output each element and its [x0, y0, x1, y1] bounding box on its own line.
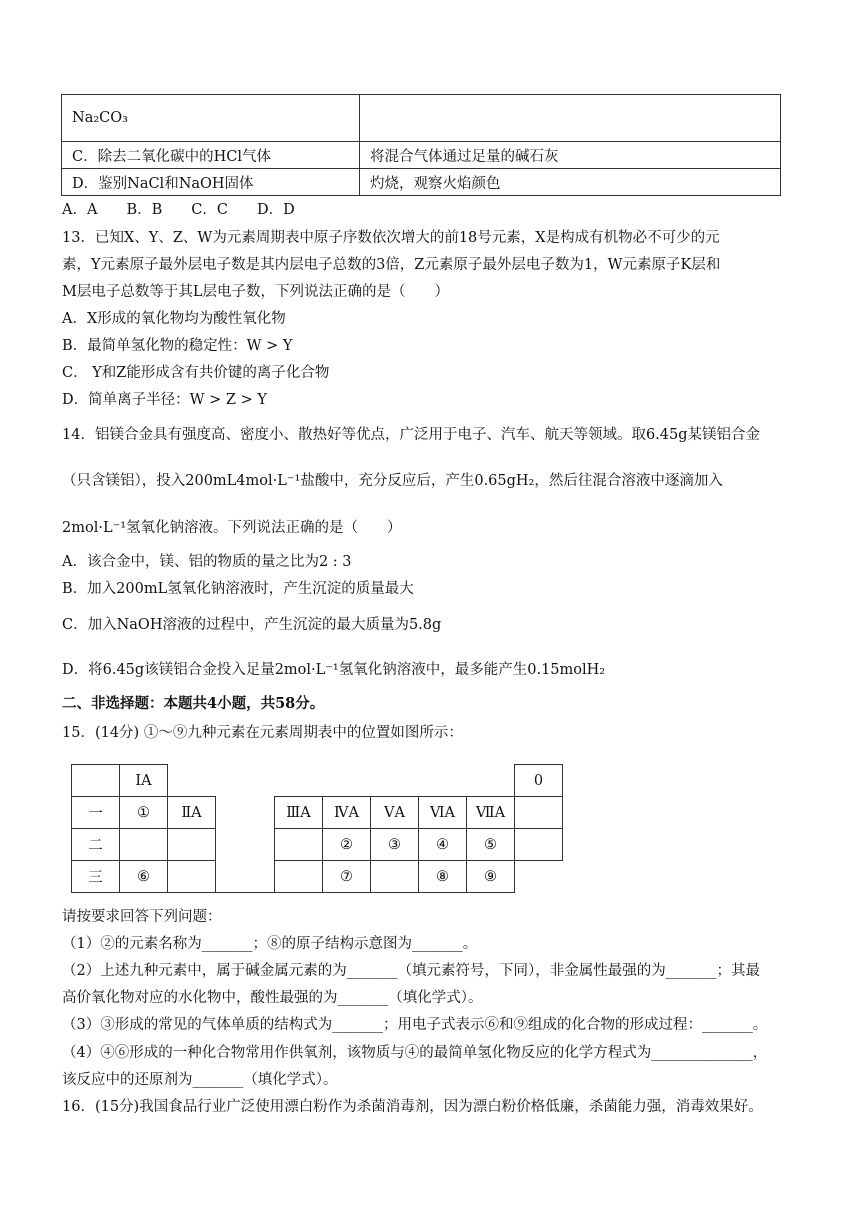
q13-stem-2: 素，Y元素原子最外层电子数是其内层电子总数的3倍，Z元素原子最外层电子数为1，W元素原子K层和 — [62, 257, 721, 273]
pt-empty — [515, 861, 563, 893]
pt-period-1: 一 — [72, 797, 120, 829]
q13-stem-1: 13．已知X、Y、Z、W为元素周期表中原子序数依次增大的前18号元素，X是构成有机物必不可少的元 — [62, 230, 720, 246]
option-c-right: 将混合气体通过足量的碱石灰 — [360, 142, 781, 169]
q13-stem-3: M层电子总数等于其L层电子数，下列说法正确的是（ ） — [62, 284, 449, 300]
option-d-left: D．鉴别NaCl和NaOH固体 — [62, 169, 360, 196]
pt-group-va: ⅤA — [371, 797, 419, 829]
q14-option-d: D．将6.45g该镁铝合金投入足量2mol·L⁻¹氢氧化钠溶液中，最多能产生0.15molH₂ — [62, 662, 606, 678]
pt-group-ia: ⅠA — [120, 765, 168, 797]
q15-stem: 15．(14分) ①～⑨九种元素在元素周期表中的位置如图所示： — [62, 725, 463, 741]
pt-element-5: ⑤ — [467, 829, 515, 861]
q14-stem-2: （只含镁铝），投入200mL4mol·L⁻¹盐酸中，充分反应后，产生0.65gH₂，然后往混合溶液中逐滴加入 — [62, 473, 723, 489]
q14-stem-3: 2mol·L⁻¹氢氧化钠溶液。下列说法正确的是（ ） — [62, 520, 402, 536]
pt-cell — [515, 829, 563, 861]
pt-gap — [216, 797, 275, 829]
pt-gap — [216, 829, 275, 861]
pt-element-8: ⑧ — [419, 861, 467, 893]
pt-element-7: ⑦ — [323, 861, 371, 893]
periodic-table-fragment — [71, 764, 563, 893]
q14-stem-1: 14．铝镁合金具有强度高、密度小、散热好等优点，广泛用于电子、汽车、航天等领域。取6.45g某镁铝合金 — [62, 427, 761, 443]
pt-element-4: ④ — [419, 829, 467, 861]
pt-corner — [72, 765, 120, 797]
q14-option-c: C．加入NaOH溶液的过程中，产生沉淀的最大质量为5.8g — [62, 617, 442, 633]
pt-cell — [275, 829, 323, 861]
pt-element-1: ① — [120, 797, 168, 829]
pt-element-3: ③ — [371, 829, 419, 861]
q14-option-a: A．该合金中，镁、铝的物质的量之比为2 : 3 — [62, 554, 352, 570]
q15-sub-4a: （4）④⑥形成的一种化合物常用作供氧剂，该物质与④的最简单氢化物反应的化学方程式为______________， — [62, 1045, 768, 1061]
pt-empty — [467, 765, 515, 797]
q13-option-c: C． Y和Z能形成含有共价键的离子化合物 — [62, 365, 330, 381]
pt-cell — [515, 797, 563, 829]
q13-option-b: B．最简单氢化物的稳定性：W > Y — [62, 338, 293, 354]
q15-sub-2b: 高价氧化物对应的水化物中，酸性最强的为_______（填化学式）。 — [62, 990, 483, 1006]
pt-cell — [168, 861, 216, 893]
pt-empty — [168, 765, 216, 797]
pt-cell — [120, 829, 168, 861]
pt-element-2: ② — [323, 829, 371, 861]
pt-empty — [275, 765, 323, 797]
pt-period-3: 三 — [72, 861, 120, 893]
q15-sub-1: （1）②的元素名称为_______；⑧的原子结构示意图为_______。 — [62, 936, 478, 952]
pt-group-iia: ⅡA — [168, 797, 216, 829]
option-d-right: 灼烧，观察火焰颜色 — [360, 169, 781, 196]
na2co3-text: Na₂CO₃ — [72, 110, 128, 126]
pt-group-via: ⅥA — [419, 797, 467, 829]
option-c-left: C．除去二氧化碳中的HCl气体 — [62, 142, 360, 169]
pt-cell — [371, 861, 419, 893]
q16-stem: 16．(15分)我国食品行业广泛使用漂白粉作为杀菌消毒剂，因为漂白粉价格低廉，杀菌能力强，消毒效果好。 — [62, 1099, 763, 1115]
pt-gap — [216, 861, 275, 893]
option-b-right-cont — [360, 95, 781, 142]
pt-element-9: ⑨ — [467, 861, 515, 893]
q15-sub-3: （3）③形成的常见的气体单质的结构式为_______；用电子式表示⑥和⑨组成的化合物的形成过程：_______。 — [62, 1017, 768, 1033]
pt-empty — [419, 765, 467, 797]
pt-cell — [168, 829, 216, 861]
q15-sub-2a: （2）上述九种元素中，属于碱金属元素的为_______（填元素符号，下同），非金属性最强的为_______；其最 — [62, 963, 760, 979]
section-2-title: 二、非选择题：本题共4小题，共58分。 — [62, 695, 325, 712]
pt-empty — [323, 765, 371, 797]
pt-group-iiia: ⅢA — [275, 797, 323, 829]
q13-option-a: A．X形成的氧化物均为酸性氧化物 — [62, 311, 286, 327]
q14-option-b: B．加入200mL氢氧化钠溶液时，产生沉淀的质量最大 — [62, 581, 414, 597]
q12-choices: A．A B．B C．C D．D — [62, 202, 295, 218]
pt-gap — [216, 765, 275, 797]
q15-intro: 请按要求回答下列问题： — [62, 909, 222, 925]
pt-element-6: ⑥ — [120, 861, 168, 893]
option-b-left-cont — [62, 95, 360, 142]
pt-empty — [371, 765, 419, 797]
q15-sub-4b: 该反应中的还原剂为_______（填化学式）。 — [62, 1072, 338, 1088]
pt-group-viia: ⅦA — [467, 797, 515, 829]
pt-group-iva: ⅣA — [323, 797, 371, 829]
pt-cell — [275, 861, 323, 893]
q13-option-d: D．简单离子半径：W > Z > Y — [62, 392, 267, 408]
pt-group-0: 0 — [515, 765, 563, 797]
pt-period-2: 二 — [72, 829, 120, 861]
question-12-option-table — [61, 94, 781, 196]
